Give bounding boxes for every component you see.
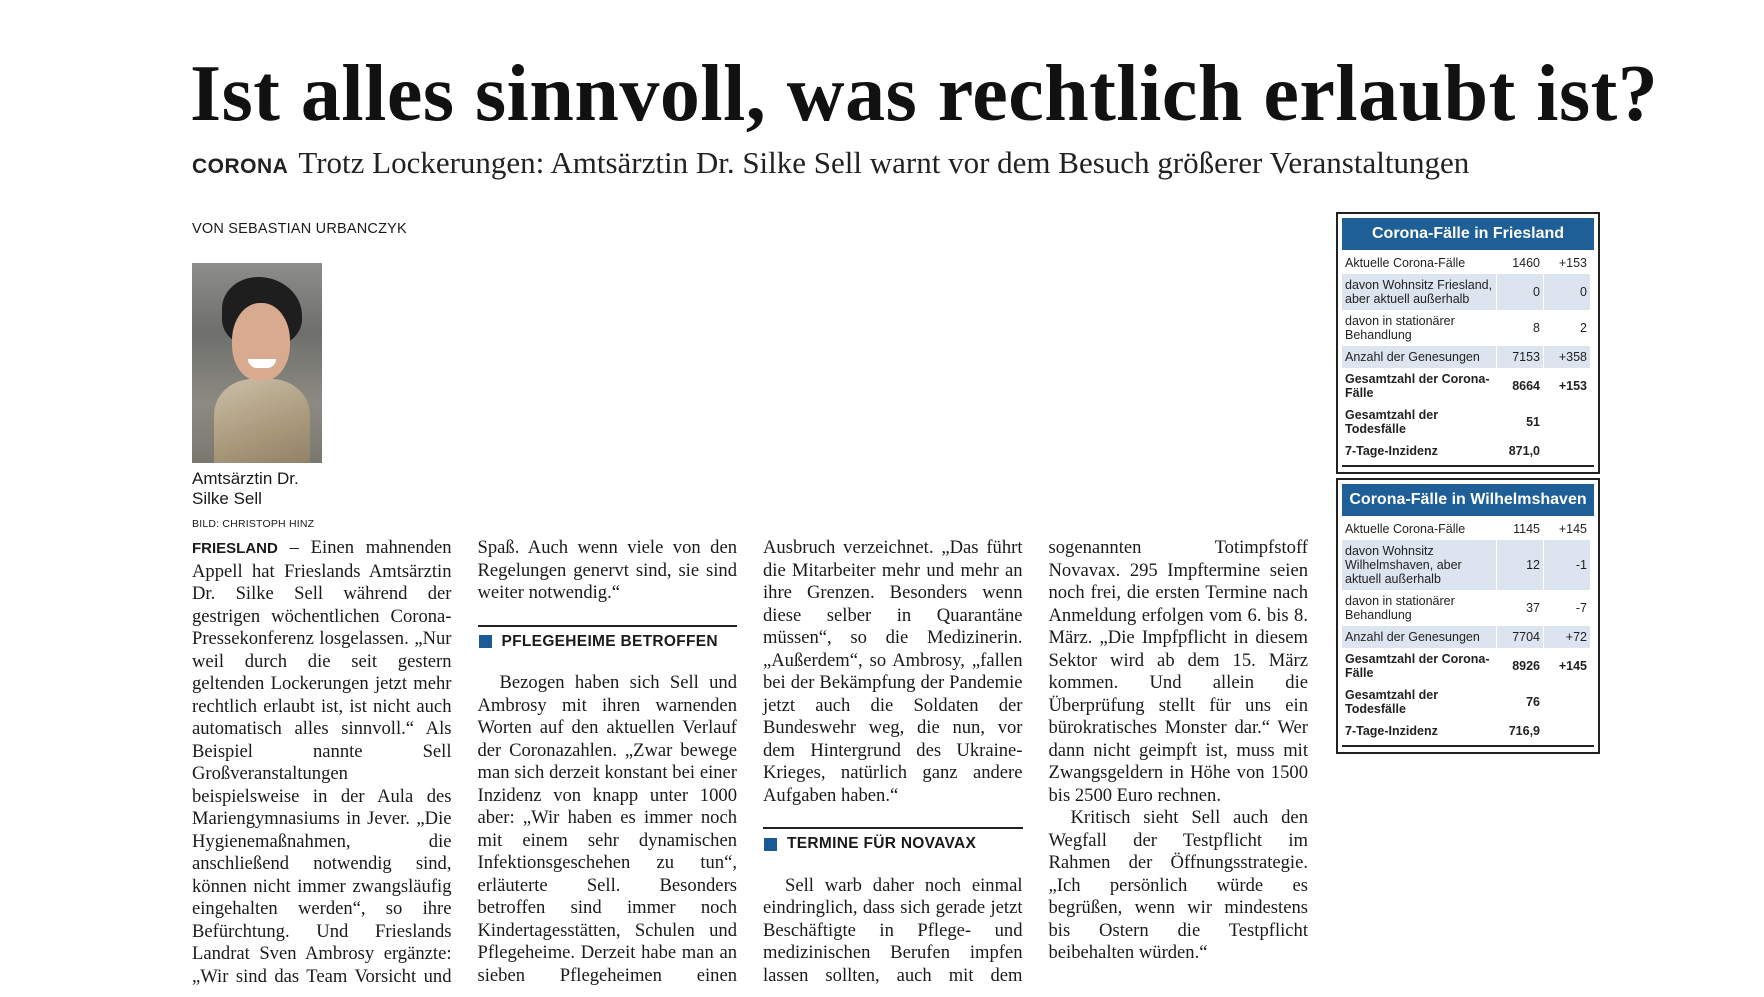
- subheadline-text: Trotz Lockerungen: Amtsärztin Dr. Silke Sell warnt vor dem Besuch größerer Veranstaltungen: [298, 145, 1470, 180]
- section-heading-novavax: TERMINE FÜR NOVAVAX: [763, 827, 1023, 861]
- table-row: 7-Tage-Inzidenz 871,0: [1342, 440, 1590, 462]
- table-row: Aktuelle Corona-Fälle 1460 +153: [1342, 252, 1590, 274]
- infobox-title: Corona-Fälle in Friesland: [1342, 218, 1594, 250]
- dateline: FRIESLAND: [192, 540, 278, 557]
- article-body: [192, 537, 1308, 997]
- infobox-wilhelmshaven: [1336, 478, 1600, 754]
- paragraph-2: Bezogen haben sich Sell und Ambrosy mit ihren warnenden Worten auf den aktuellen Verlauf der Coronazahlen. „Zwar bewege man sich derzeit konstant bei einer Inzidenz von knapp unter 1000 aber: „Wir haben es immer noch mit einem sehr dynamischen Infektionsgeschehen zu tun“, erläuterte Sell. Besonders betroffen sind immer noch Kindertagesstätten, Schulen und Pflegeheime. Derzeit habe man an sieben Pflegeheimen einen Ausbruch verzeichnet. „Das führt die Mitarbeiter mehr und mehr an ihre Grenzen. Besonders wenn diese selber in Quarantäne müssen“, so die Medizinerin. „Außerdem“, so Ambrosy, „fallen bei der Bekämpfung der Pandemie jetzt auch die Soldaten der Bundeswehr weg, die nun, vor dem Hintergrund des Ukraine-Krieges, natürlich ganz andere Aufgaben haben.“: [477, 537, 1023, 986]
- infobox-table: [1342, 518, 1590, 742]
- headline: Ist alles sinnvoll, was rechtlich erlaubt ist?: [190, 50, 1659, 138]
- infobox-friesland: [1336, 212, 1600, 474]
- section-marker-icon: [764, 838, 777, 851]
- table-row: Aktuelle Corona-Fälle 1145 +145: [1342, 518, 1590, 540]
- table-row: Anzahl der Genesungen 7704 +72: [1342, 626, 1590, 648]
- portrait-photo: [192, 263, 322, 463]
- byline: VON SEBASTIAN URBANCZYK: [192, 221, 407, 237]
- infobox-title: Corona-Fälle in Wilhelmshaven: [1342, 484, 1594, 516]
- photo-block: [192, 263, 336, 536]
- photo-caption: Amtsärztin Dr. Silke Sell: [192, 468, 299, 508]
- subheadline: [192, 144, 1469, 186]
- section-heading-pflegeheime: PFLEGEHEIME BETROFFEN: [478, 625, 738, 659]
- table-row: Gesamtzahl der Corona-Fälle 8664 +153: [1342, 368, 1590, 404]
- table-row: 7-Tage-Inzidenz 716,9: [1342, 720, 1590, 742]
- table-row: Gesamtzahl der Todesfälle 51: [1342, 404, 1590, 440]
- table-row: davon Wohnsitz Wilhelmshaven, aber aktuell außerhalb 12 -1: [1342, 540, 1590, 590]
- table-row: Gesamtzahl der Corona-Fälle 8926 +145: [1342, 648, 1590, 684]
- table-row: davon in stationärer Behandlung 8 2: [1342, 310, 1590, 346]
- paragraph-4: Kritisch sieht Sell auch den Wegfall der Testpflicht im Rahmen der Öffnungsstrategie. „Ich persönlich würde es begrüßen, wenn wir mindestens bis Ostern die Testpflicht beibehalten würden.“: [1048, 807, 1308, 963]
- table-row: Anzahl der Genesungen 7153 +358: [1342, 346, 1590, 368]
- table-row: Gesamtzahl der Todesfälle 76: [1342, 684, 1590, 720]
- table-row: davon in stationärer Behandlung 37 -7: [1342, 590, 1590, 626]
- photo-credit: BILD: CHRISTOPH HINZ: [192, 517, 315, 530]
- infobox-table: [1342, 252, 1590, 462]
- paragraph-3: Sell warb daher noch einmal eindringlich, dass sich gerade jetzt Beschäftigte in Pflege- und medizinischen Berufen impfen lassen sollten, auch mit dem sogenannten Totimpfstoff Novavax. 295 Impftermine seien noch frei, die ersten Termine nach Anmeldung erfolgen vom 6. bis 8. März. „Die Impfpflicht in diesem Sektor wird ab dem 15. März kommen. Und allein die Überprüfung stellt für uns ein bürokratisches Monster dar.“ Wer dann nicht geimpft ist, muss mit Zwangsgeldern in Höhe von 1500 bis 2500 Euro rechnen.: [763, 537, 1308, 986]
- lead-paragraph: – Einen mahnenden Appell hat Frieslands Amtsärztin Dr. Silke Sell während der gestrigen wöchentlichen Corona-Pressekonferenz losgelassen. „Nur weil durch die seit gestern geltenden Lockerungen jetzt mehr rechtlich erlaubt ist, ist nicht auch automatisch alles sinnvoll.“ Als Beispiel nannte Sell Großveranstaltungen beispielsweise in der Aula des Mariengymnasiums in Jever. „Die Hygienemaßnahmen, die anschließend notwendig sind, können nicht immer zwangsläufig eingehalten werden“, so ihre Befürchtung. Und Frieslands Landrat Sven Ambrosy ergänzte: „Wir sind das Team Vorsicht und Spaß. Auch wenn viele von den Regelungen genervt sind, sie sind weiter notwendig.“: [192, 537, 737, 987]
- kicker: CORONA: [192, 155, 289, 178]
- table-row: davon Wohnsitz Friesland, aber aktuell außerhalb 0 0: [1342, 274, 1590, 310]
- column-1: [192, 218, 1308, 997]
- section-marker-icon: [479, 635, 492, 648]
